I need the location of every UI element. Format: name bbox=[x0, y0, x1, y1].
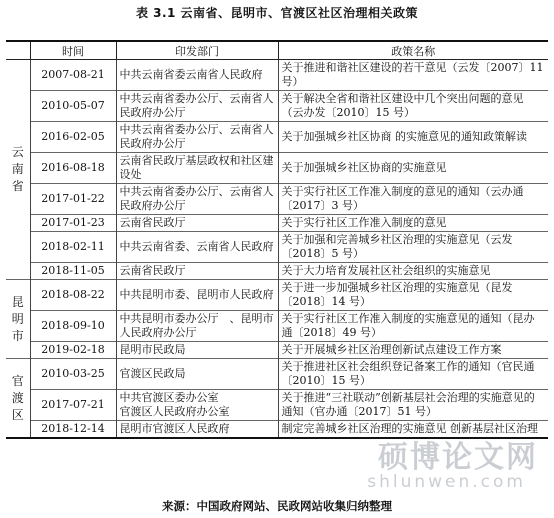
policy-cell: 关于进一步加强城乡社区治理的实施意见（昆发〔2018〕14 号） bbox=[278, 280, 548, 311]
date-cell: 2007-08-21 bbox=[30, 60, 116, 91]
table-caption: 表 3.1 云南省、昆明市、官渡区社区治理相关政策 bbox=[135, 6, 419, 20]
table-row bbox=[6, 359, 548, 390]
dept-cell: 中共云南省委办公厅、云南省人民政府办公厅 bbox=[116, 122, 278, 153]
header-time: 时间 bbox=[30, 41, 116, 60]
policy-cell: 关于加强城乡社区协商 的实施意见的通知政策解读 bbox=[278, 122, 548, 153]
table-header-row bbox=[6, 41, 548, 60]
dept-cell: 中共昆明市委办公厅 、昆明市人民政府办公厅 bbox=[116, 311, 278, 342]
province-cell bbox=[6, 60, 30, 280]
date-cell: 2010-03-25 bbox=[30, 359, 116, 390]
table-row bbox=[6, 122, 548, 153]
header-policy: 政策名称 bbox=[278, 41, 548, 60]
province-label: 云南省 bbox=[11, 145, 24, 193]
watermark-sub-text: shlunwen.com bbox=[367, 472, 526, 492]
province-label: 昆明市 bbox=[11, 294, 24, 343]
date-cell: 2018-02-11 bbox=[30, 232, 116, 263]
table-row bbox=[6, 215, 548, 232]
table-body bbox=[6, 60, 548, 439]
dept-cell: 中共官渡区委办公室 官渡区人民政府办公室 bbox=[116, 390, 278, 421]
policy-cell: 关于开展城乡社区治理创新试点建设工作方案 bbox=[278, 342, 548, 359]
table-row bbox=[6, 280, 548, 311]
watermark-logo bbox=[348, 432, 548, 502]
policy-cell: 关于实行社区工作准入制度的意见的通知（云办通〔2017〕3 号） bbox=[278, 184, 548, 215]
policy-cell: 制定完善城乡社区治理的实施意见 创新基层社区治理 bbox=[278, 421, 548, 439]
date-cell: 2017-01-23 bbox=[30, 215, 116, 232]
dept-cell: 云南省民政厅基层政权和社区建设处 bbox=[116, 153, 278, 184]
date-cell: 2019-02-18 bbox=[30, 342, 116, 359]
policy-table bbox=[6, 40, 548, 439]
date-cell: 2018-12-14 bbox=[30, 421, 116, 439]
dept-cell: 昆明市民政局 bbox=[116, 342, 278, 359]
dept-cell: 中共云南省委云南省人民政府 bbox=[116, 60, 278, 91]
table-row bbox=[6, 153, 548, 184]
dept-cell: 中共昆明市委、昆明市人民政府 bbox=[116, 280, 278, 311]
policy-cell: 关于推进“三社联动”创新基层社会治理的实施意见的通知（官办通〔2017〕51 号） bbox=[278, 390, 548, 421]
table-row bbox=[6, 60, 548, 91]
table-row bbox=[6, 390, 548, 421]
dept-cell: 云南省民政厅 bbox=[116, 215, 278, 232]
province-cell bbox=[6, 359, 30, 439]
dept-cell: 中共云南省委办公厅、云南省人民政府办公厅 bbox=[116, 184, 278, 215]
dept-cell: 官渡区民政局 bbox=[116, 359, 278, 390]
policy-cell: 关于解决全省和谐社区建设中几个突出问题的意见（云办发〔2010〕15 号） bbox=[278, 91, 548, 122]
date-cell: 2018-09-10 bbox=[30, 311, 116, 342]
header-dept: 印发部门 bbox=[116, 41, 278, 60]
table-row bbox=[6, 232, 548, 263]
policy-cell: 关于大力培育发展社区社会组织的实施意见 bbox=[278, 263, 548, 280]
province-label: 官渡区 bbox=[11, 373, 24, 422]
province-cell bbox=[6, 280, 30, 359]
date-cell: 2018-08-22 bbox=[30, 280, 116, 311]
dept-cell: 云南省民政厅 bbox=[116, 263, 278, 280]
policy-cell: 关于加强城乡社区协商的实施意见 bbox=[278, 153, 548, 184]
table-row bbox=[6, 263, 548, 280]
date-cell: 2016-02-05 bbox=[30, 122, 116, 153]
table-row bbox=[6, 311, 548, 342]
policy-cell: 关于实行社区工作准入制度的意见 bbox=[278, 215, 548, 232]
policy-cell: 关于推进社区社会组织登记备案工作的通知（官民通〔2010〕15 号） bbox=[278, 359, 548, 390]
date-cell: 2016-08-18 bbox=[30, 153, 116, 184]
date-cell: 2018-11-05 bbox=[30, 263, 116, 280]
dept-cell: 昆明市官渡区人民政府 bbox=[116, 421, 278, 439]
table-row bbox=[6, 421, 548, 439]
policy-cell: 关于推进和谐社区建设的若干意见（云发〔2007〕11 号） bbox=[278, 60, 548, 91]
policy-cell: 关于实行社区工作准入制度的实施意见的通知（昆办通〔2018〕49 号） bbox=[278, 311, 548, 342]
policy-cell: 关于加强和完善城乡社区治理的实施意见（云发〔2018〕5 号） bbox=[278, 232, 548, 263]
date-cell: 2010-05-07 bbox=[30, 91, 116, 122]
date-cell: 2017-01-22 bbox=[30, 184, 116, 215]
dept-cell: 中共云南省委办公厅、云南省人民政府办公厅 bbox=[116, 91, 278, 122]
table-row bbox=[6, 342, 548, 359]
table-source: 来源：中国政府网站、民政网站收集归纳整理 bbox=[162, 499, 392, 513]
watermark-main-text: 硕博论文网 bbox=[378, 440, 538, 475]
date-cell: 2017-07-21 bbox=[30, 390, 116, 421]
table-row bbox=[6, 184, 548, 215]
table-row bbox=[6, 91, 548, 122]
header-province bbox=[6, 41, 30, 60]
dept-cell: 中共云南省委、云南省人民政府 bbox=[116, 232, 278, 263]
